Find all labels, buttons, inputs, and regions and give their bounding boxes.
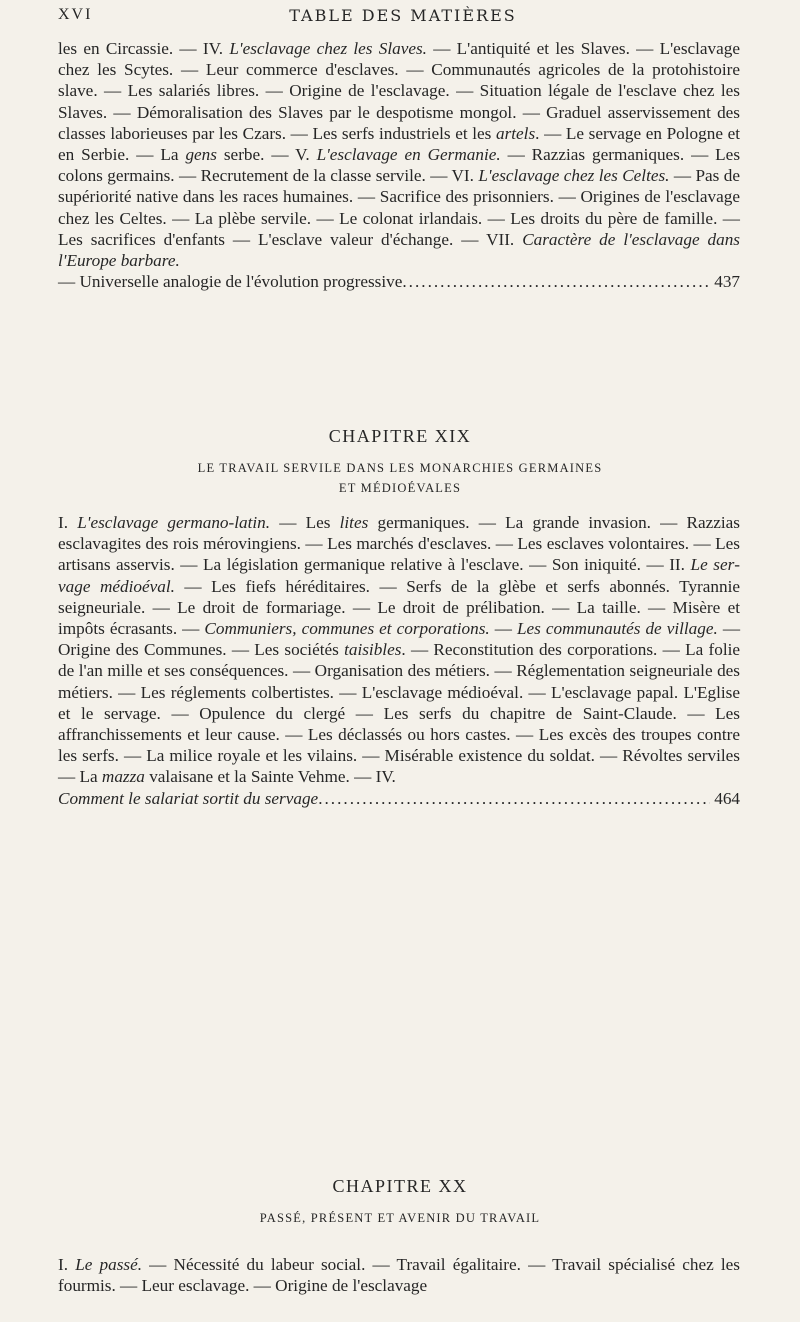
text-run: . — Reconstitution des corporations. — La folie de l'an mille et ses conséquences. — Organisation des métiers. — Réglementation seigneuriale des métiers. — Les réglements colbertistes. — L'esclavage médioéval. — L'esclavage papal. L'Eglise et le servage. — Opulence du clergé — Les serfs du chapitre de Saint-Claude. — Les affranchissements et leur cause. — Les déclassés ou hors castes. — Les excès des troupes contre les serfs. — La milice royale et les vilains. — Misérable existence du soldat. — Révoltes serviles — La xyxy=(58,640,740,787)
text-run: — xyxy=(489,619,517,639)
text-run: — Universelle analogie de l'évolution progressive xyxy=(58,272,403,292)
page-number: 464 xyxy=(714,788,740,808)
section-title: Comment le salariat sortit du servage xyxy=(58,788,319,808)
text-run: — Origine des Communes. — Les sociétés xyxy=(58,619,741,660)
text-run: — Les fiefs héréditaires. — Serfs de la glèbe et serfs abonnés. Tyrannie seigneuriale. — Le droit de formariage. — Le droit de prélibation. — La taille. — Misère et impôts écrasants. — xyxy=(58,576,740,639)
italic-term: gens xyxy=(185,145,217,165)
chapter-subtitle-xix-line2: ET MÉDIOÉVALES xyxy=(338,481,462,495)
text-run: — L'antiquité et les Slaves. — L'esclavage chez les Scytes. — Leur commerce d'esclaves. — Communautés agricoles de la protohistoire slave. — Les salariés libres. — Origine de l'esclavage. — Situation légale de l'esclave chez les Slaves. — Démoralisation des Slaves par le despotisme mongol. — Graduel asservissement des classes laborieuses par les Czars. — Les serfs industriels et les xyxy=(58,39,740,143)
italic-term: taisibles xyxy=(344,640,402,660)
text-run: germaniques. — La grande invasion. — Razzias esclavagites des rois mérovingiens. — Les marchés d'esclaves. — Les esclaves volontaires. — Les artisans asservis. — La législation germanique relative à l'esclave. — Son iniquité. — II. xyxy=(58,513,740,575)
toc-entry-chapter-xx xyxy=(58,1254,740,1296)
toc-page-line xyxy=(58,271,740,292)
dot-leader xyxy=(402,271,710,292)
toc-entry-slaves-germania-celts xyxy=(58,38,740,292)
chapter-subtitle-xx: PASSÉ, PRÉSENT ET AVENIR DU TRAVAIL xyxy=(259,1211,541,1225)
entry-number: I. xyxy=(58,513,78,532)
italic-term: lites xyxy=(339,513,369,532)
chapter-title-xix: CHAPITRE XIX xyxy=(328,426,472,446)
text-run: — Razzias germaniques. — Les colons germains. — Recrutement de la classe servile. — VI. xyxy=(58,145,741,186)
text-run: — Les xyxy=(270,513,340,532)
text-run: valaisane et la Sainte Vehme. — IV. xyxy=(144,767,396,787)
section-title: L'esclavage chez les Slaves. xyxy=(229,39,427,58)
section-title: Caractère de l'esclavage dans l'Europe barbare. xyxy=(58,229,740,271)
text-run: les en Circassie. — IV. xyxy=(58,39,230,58)
entry-text xyxy=(58,39,740,270)
page-number: 437 xyxy=(714,272,740,292)
entry-text xyxy=(58,513,740,786)
entry-number: I. xyxy=(58,1255,76,1274)
dot-leader xyxy=(318,788,710,809)
section-title: Le servage médioéval. xyxy=(58,555,740,596)
section-title: Les communautés de village. xyxy=(516,619,718,639)
section-title: L'esclavage germano-latin. xyxy=(77,513,271,532)
section-title: Le passé. xyxy=(75,1255,143,1274)
section-title: Communiers, communes et corporations. xyxy=(204,619,490,639)
running-title: TABLE DES MATIÈRES xyxy=(289,6,517,25)
section-title: L'esclavage en Germanie. xyxy=(316,145,501,165)
page-folio: XVI xyxy=(58,6,93,23)
italic-term: mazza xyxy=(101,767,145,787)
text-run: — Pas de supériorité native dans les races humaines. — Sacrifice des prisonniers. — Origines de l'esclavage chez les Celtes. — La plèbe servile. — Le colonat irlandais. — Les droits du père de famille. — Les sacrifices d'enfants — L'esclave valeur d'échange. — VII. xyxy=(58,166,740,249)
toc-page-line xyxy=(58,788,740,809)
text-run: serbe. — V. xyxy=(216,145,317,165)
section-title: L'esclavage chez les Celtes. xyxy=(478,166,670,186)
chapter-subtitle-xix-line1: LE TRAVAIL SERVILE DANS LES MONARCHIES GERMAINES xyxy=(197,461,603,475)
chapter-title-xx: CHAPITRE XX xyxy=(332,1176,468,1196)
toc-entry-chapter-xix xyxy=(58,512,740,809)
text-run: . — Le servage en Pologne et en Serbie. — La xyxy=(58,123,740,165)
italic-term: artels xyxy=(496,123,536,143)
text-run: — Nécessité du labeur social. — Travail égalitaire. — Travail spécialisé chez les fourmis. — Leur esclavage. — Origine de l'esclavage xyxy=(58,1255,741,1296)
